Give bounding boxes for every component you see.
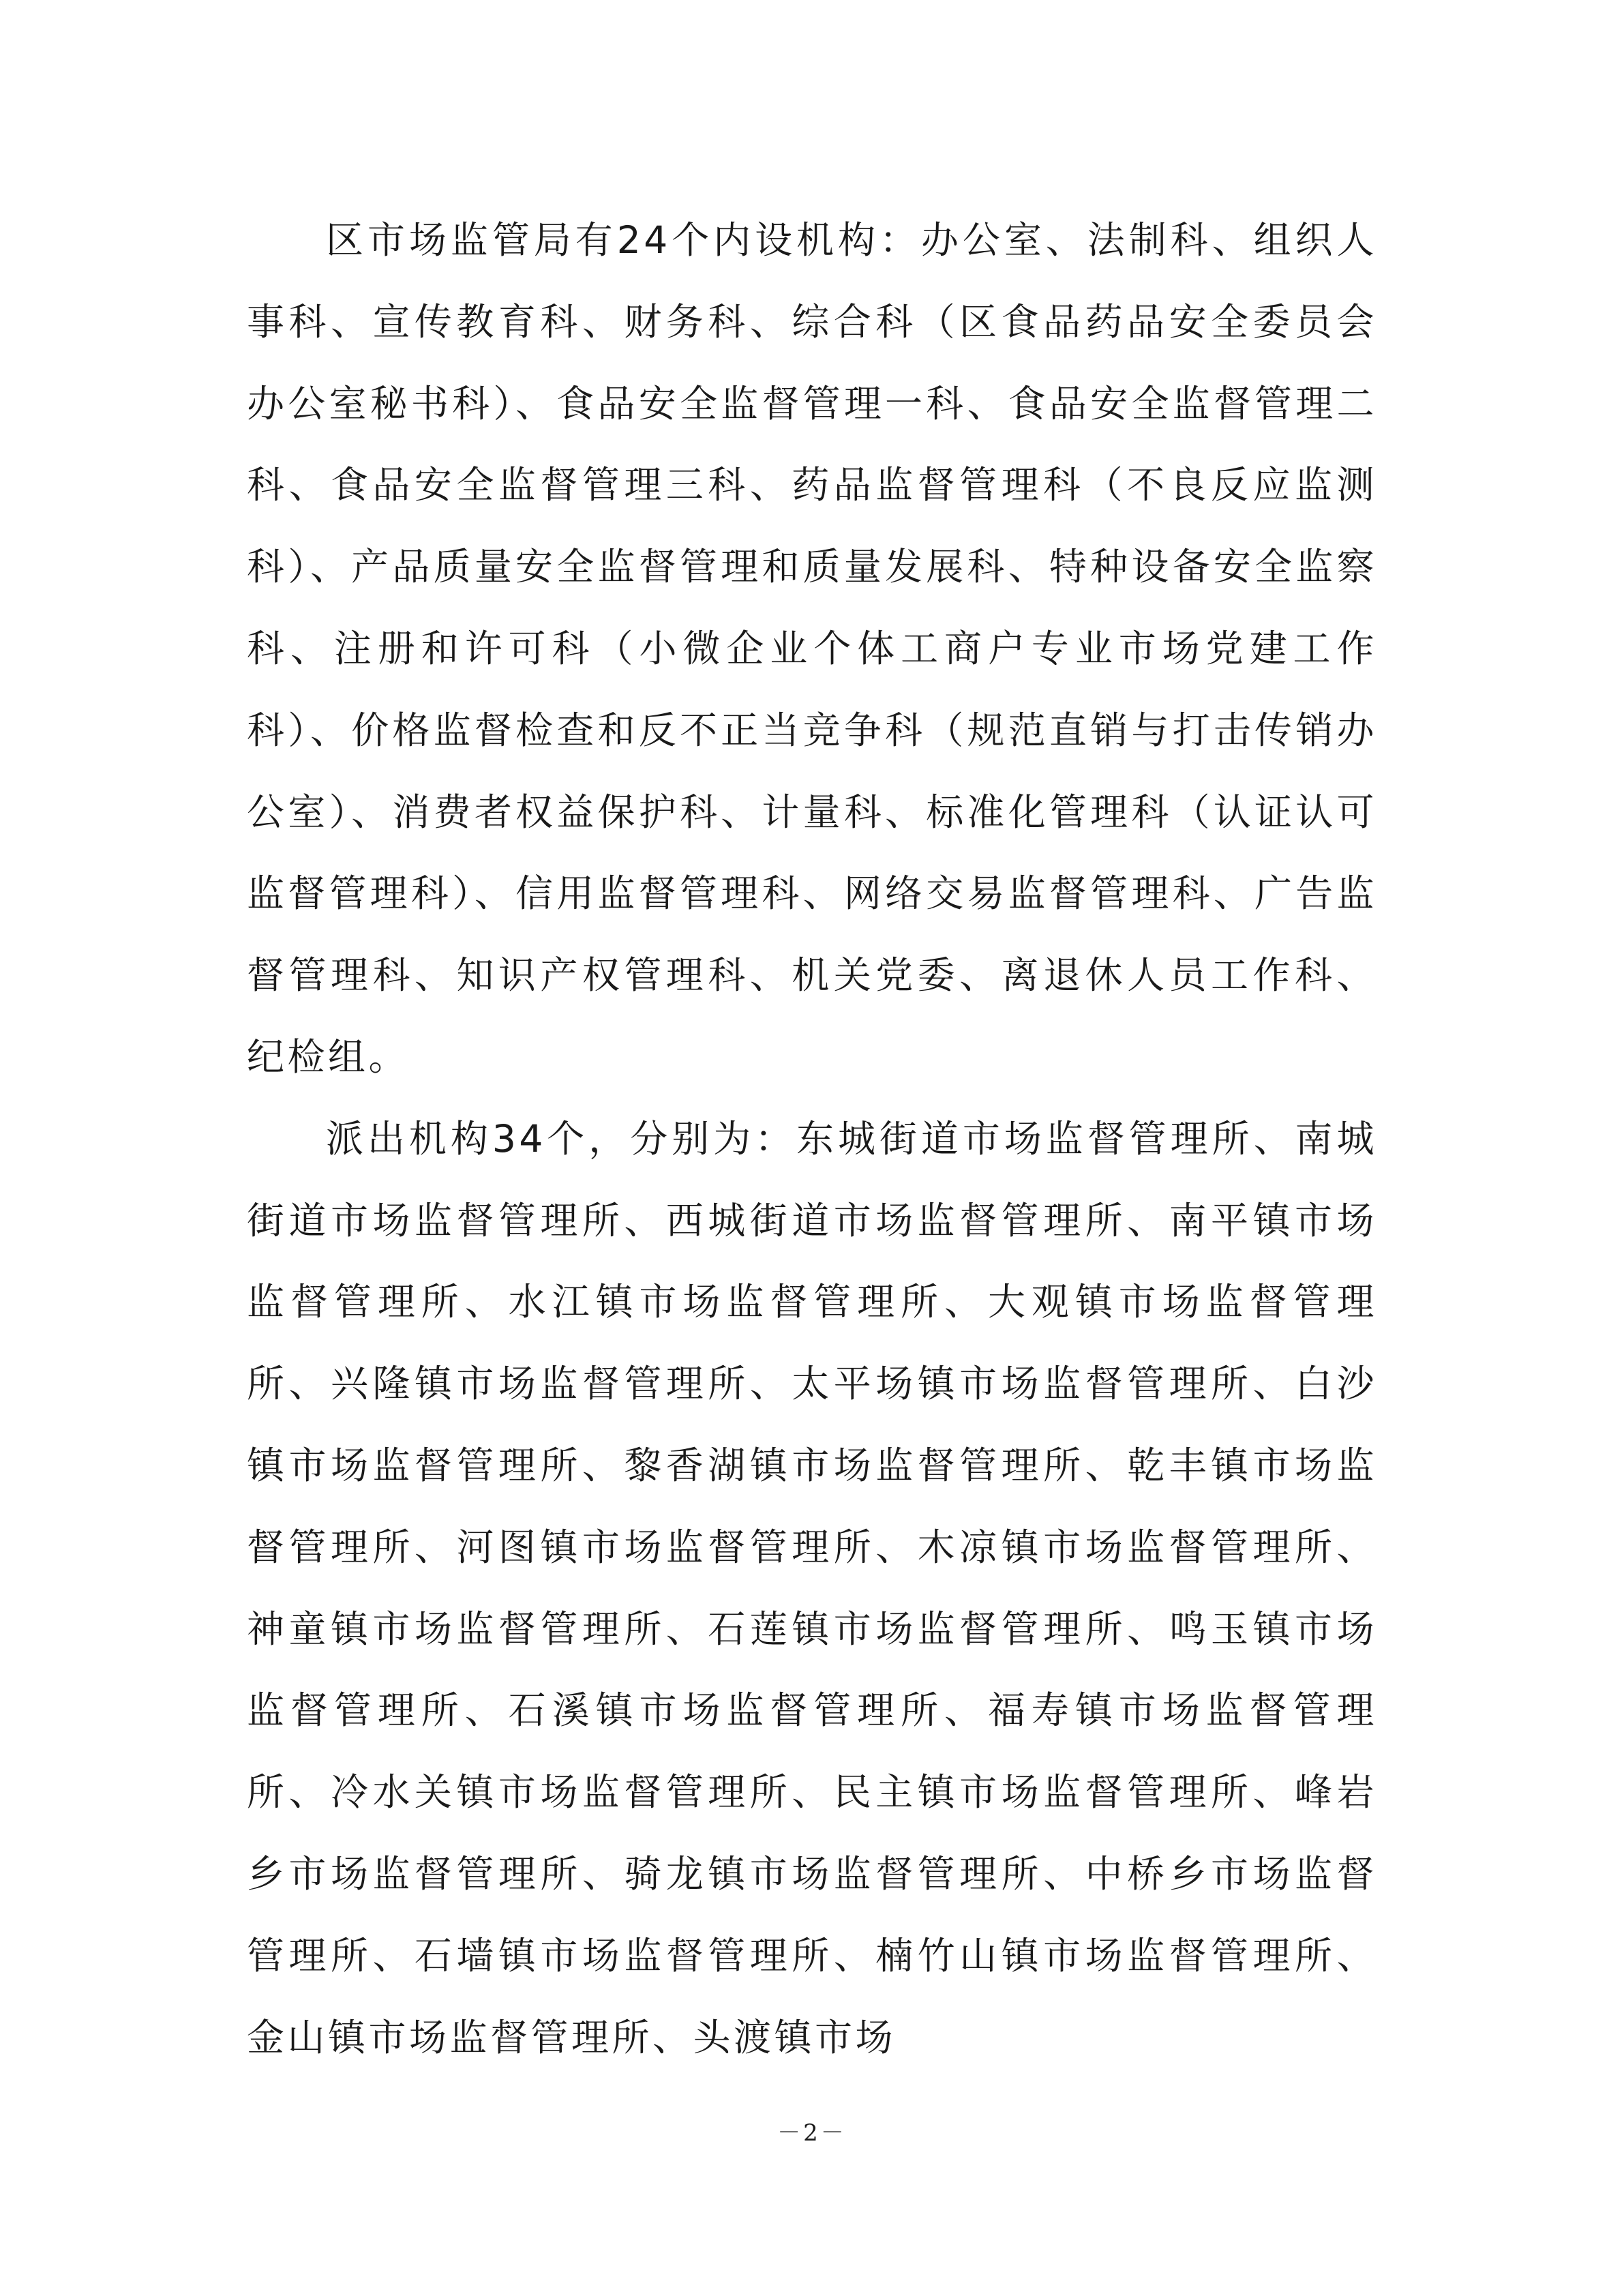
document-body [247,200,1377,2078]
paragraph-dispatched-agencies: 派出机构34个，分别为：东城街道市场监督管理所、南城街道市场监督管理所、西城街道市场监督管理所、南平镇市场监督管理所、水江镇市场监督管理所、大观镇市场监督管理所、兴隆镇市场监督管理所、太平场镇市场监督管理所、白沙镇市场监督管理所、黎香湖镇市场监督管理所、乾丰镇市场监督管理所、河图镇市场监督管理所、木凉镇市场监督管理所、神童镇市场监督管理所、石莲镇市场监督管理所、鸣玉镇市场监督管理所、石溪镇市场监督管理所、福寿镇市场监督管理所、冷水关镇市场监督管理所、民主镇市场监督管理所、峰岩乡市场监督管理所、骑龙镇市场监督管理所、中桥乡市场监督管理所、石墙镇市场监督管理所、楠竹山镇市场监督管理所、金山镇市场监督管理所、头渡镇市场 [247,1116,1377,2059]
paragraph-internal-departments: 区市场监管局有24个内设机构：办公室、法制科、组织人事科、宣传教育科、财务科、综合科（区食品药品安全委员会办公室秘书科）、食品安全监督管理一科、食品安全监督管理二科、食品安全监督管理三科、药品监督管理科（不良反应监测科）、产品质量安全监督管理和质量发展科、特种设备安全监察科、注册和许可科（小微企业个体工商户专业市场党建工作科）、价格监督检查和反不正当竞争科（规范直销与打击传销办公室）、消费者权益保护科、计量科、标准化管理科（认证认可监督管理科）、信用监督管理科、网络交易监督管理科、广告监督管理科、知识产权管理科、机关党委、离退休人员工作科、纪检组。 [247,218,1377,1079]
page-number: －2－ [777,2119,847,2147]
